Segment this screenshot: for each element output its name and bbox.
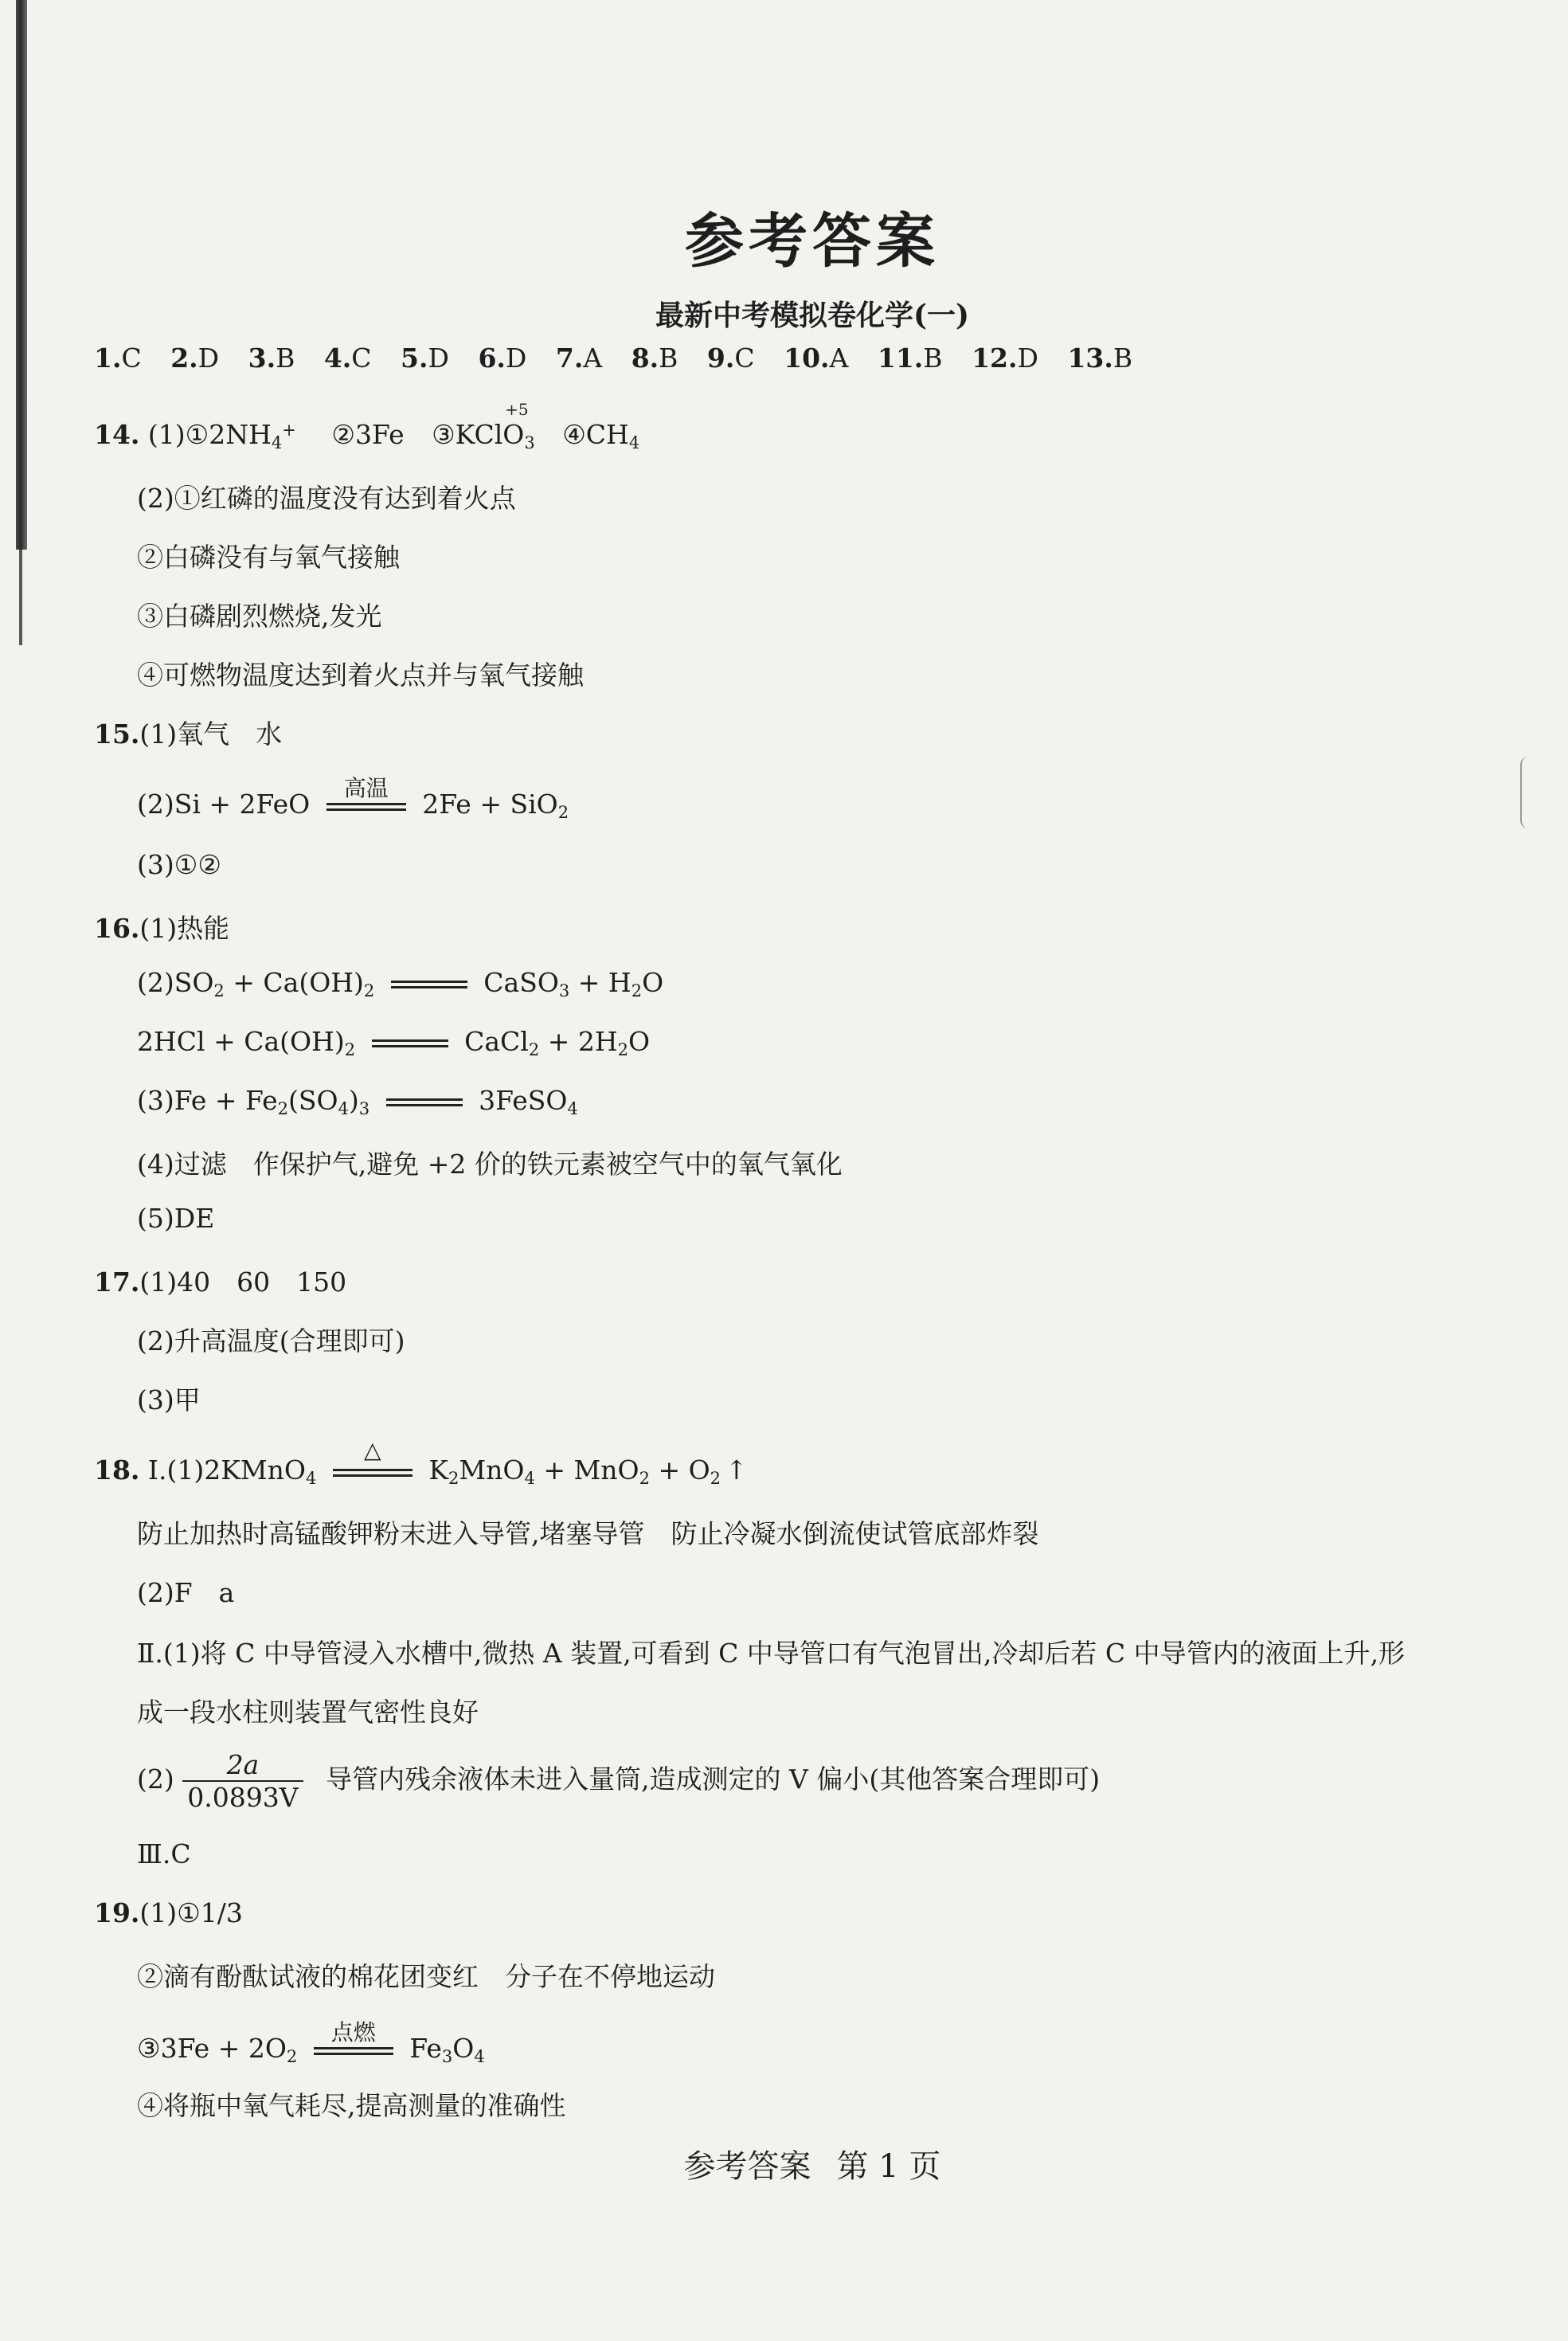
q15-line-3: (3)①② [137, 849, 221, 880]
mc-number: 2. [170, 343, 198, 374]
fraction-numerator: 2a [226, 1749, 260, 1780]
formula-text: + Ca(OH) [224, 967, 364, 998]
mc-answer: B [923, 343, 943, 374]
q19-part-1: (1)①1/3 [139, 1897, 243, 1928]
mc-number: 4. [323, 343, 352, 374]
fraction-denominator: 0.0893V [182, 1780, 303, 1813]
q19-equation: ③3Fe + $2O_2$ 点燃 $Fe_3O_4$ [137, 2033, 485, 2066]
subscript: 4 [628, 433, 640, 452]
gas-arrow: ↑ [725, 1454, 748, 1486]
q16-line-1 [94, 908, 229, 945]
q18-line-3: (2)F a [137, 1577, 235, 1608]
mc-number: 7. [555, 343, 584, 374]
mc-item [707, 343, 755, 374]
formula-text: (3)Fe + Fe [137, 1085, 278, 1116]
mc-item [1067, 343, 1132, 374]
superscript: + [282, 421, 296, 440]
q17-line-3: (3)甲 [137, 1384, 201, 1415]
q14-line-3: ②白磷没有与氧气接触 [137, 542, 400, 573]
q17-line-2: (2)升高温度(合理即可) [137, 1325, 405, 1356]
formula-text: ③3Fe + 2O [137, 2033, 287, 2064]
mc-number: 9. [706, 343, 735, 374]
q18-line-6 [137, 1749, 1100, 1813]
q14-line-1 [94, 400, 640, 452]
formula-text: (SO [288, 1085, 338, 1116]
q19-line-1 [94, 1897, 243, 1928]
reaction-condition [333, 1437, 413, 1475]
q18-line-7: Ⅲ.C [137, 1838, 191, 1869]
exam-subtitle: 最新中考模拟卷化学(一) [655, 299, 970, 332]
formula-text: + MnO [534, 1454, 639, 1486]
equals-sign [327, 803, 406, 811]
mc-item [401, 343, 449, 374]
equals-sign [314, 2047, 393, 2055]
mc-number: 12. [972, 343, 1018, 374]
mc-number: 6. [478, 343, 506, 374]
q15-equation [137, 775, 569, 822]
question-number: 15. [94, 718, 140, 750]
mc-item [324, 343, 372, 374]
mc-number: 3. [248, 343, 276, 374]
oxidation-state-annotation: +5 [505, 400, 529, 419]
subscript: 3 [524, 433, 535, 452]
mc-item [972, 343, 1038, 374]
fraction [182, 1749, 303, 1813]
q14-iron: ②3Fe [331, 419, 405, 450]
multiple-choice-answers [94, 343, 1153, 374]
formula-text: O [642, 967, 664, 998]
equation-reactants: (2)Si + 2FeO [137, 789, 311, 820]
mc-answer: B [276, 343, 295, 374]
mc-number: 10. [784, 343, 830, 374]
q16-part-1: (1)热能 [139, 913, 230, 944]
q16-line-5: (4)过滤 作保护气,避免 +2 价的铁元素被空气中的氧气氧化 [137, 1149, 843, 1180]
mc-number: 1. [94, 343, 122, 374]
q17-line-1 [94, 1262, 346, 1299]
formula-text: MnO [459, 1454, 525, 1486]
q18-line-2: 防止加热时高锰酸钾粉末进入导管,堵塞导管 防止冷凝水倒流使试管底部炸裂 [137, 1518, 1039, 1549]
mc-item [632, 343, 678, 374]
question-number: 17. [94, 1266, 140, 1298]
question-number: 19. [94, 1897, 140, 1928]
mc-answer: A [583, 343, 603, 374]
reaction-condition [327, 775, 406, 809]
q18-part-2-text: 导管内残余液体未进入量筒,造成测定的 V 偏小(其他答案合理即可) [326, 1764, 1101, 1795]
book-spine-shadow-lower [19, 550, 22, 645]
q14-kclo3 [432, 400, 535, 452]
formula-text: Ⅰ.(1)2KMnO [147, 1454, 306, 1486]
formula-text: O [452, 2033, 475, 2064]
formula-text: 3FeSO [479, 1085, 568, 1116]
q15-part-1: (1)氧气 水 [139, 718, 283, 750]
equals-sign [391, 981, 467, 988]
formula-text: + H [569, 967, 632, 998]
mc-answer: A [829, 343, 849, 374]
page-footer [0, 2141, 1568, 2186]
subscript: 4 [271, 433, 283, 452]
mc-item [248, 343, 295, 374]
mc-item [170, 343, 219, 374]
mc-answer: D [1017, 343, 1038, 374]
question-number: 14. [94, 419, 140, 450]
q19-line-4: ④将瓶中氧气耗尽,提高测量的准确性 [137, 2090, 566, 2121]
reaction-condition [314, 2019, 393, 2053]
q14-line-2: (2)①红磷的温度没有达到着火点 [137, 483, 516, 514]
mc-answer: C [121, 343, 142, 374]
mc-number: 8. [631, 343, 659, 374]
page-title: 参考答案 [685, 207, 940, 276]
q16-equation-3: $(3)Fe + Fe_2(SO_4)_3$ 3FeSO$_4$ [137, 1085, 578, 1118]
formula-text: + 2H [539, 1026, 618, 1057]
mc-item [478, 343, 526, 374]
formula-text: ③KClO [432, 419, 525, 450]
mc-answer: B [659, 343, 678, 374]
equation-products: 2Fe + SiO [422, 789, 558, 820]
q16-line-6: (5)DE [137, 1203, 215, 1234]
formula-text: K [428, 1454, 448, 1486]
q18-equation: 18. Ⅰ.(1)2KMnO$_4$ △ $K_2MnO_4 + MnO_2 + O_2$ ↑ [94, 1437, 748, 1488]
equals-sign [372, 1039, 448, 1047]
mc-number: 11. [877, 343, 924, 374]
mc-number: 5. [401, 343, 428, 374]
formula-text: O [628, 1026, 651, 1057]
mc-answer: C [351, 343, 372, 374]
mc-item [784, 343, 848, 374]
mc-answer: D [428, 343, 449, 374]
q14-ammonium: (1)①2NH [147, 419, 272, 450]
formula-text: ) [348, 1085, 359, 1116]
page-edge-mark [1520, 757, 1544, 828]
formula-text: Fe [409, 2033, 442, 2064]
page-number: 第 1 页 [836, 2148, 941, 2185]
condition-label: 高温 [343, 775, 389, 801]
mc-answer: C [734, 343, 755, 374]
equals-sign [386, 1098, 463, 1106]
mc-answer: D [197, 343, 220, 374]
condition-label: 点燃 [330, 2019, 376, 2045]
mc-answer: B [1112, 343, 1133, 374]
q14-line-5: ④可燃物温度达到着火点并与氧气接触 [137, 660, 584, 691]
q14-line-4: ③白磷剧烈燃烧,发光 [137, 601, 382, 632]
subscript: 2 [557, 803, 569, 822]
mc-item [94, 343, 142, 374]
equals-sign [333, 1469, 413, 1477]
q16-equation-2: $2HCl + Ca(OH)_2$ CaCl$_2$ + $2H_2O$ [137, 1026, 651, 1059]
mc-answer: D [505, 343, 527, 374]
question-number: 18. [94, 1454, 140, 1486]
q16-equation-1: $(2)SO_2 + Ca(OH)_2$ CaSO$_3$ + $H_2O$ [137, 967, 664, 1000]
q18-line-5: 成一段水柱则装置气密性良好 [137, 1697, 479, 1728]
part-label: (2) [137, 1764, 174, 1795]
question-number: 16. [94, 913, 140, 944]
mc-item [878, 343, 943, 374]
q18-line-4: Ⅱ.(1)将 C 中导管浸入水槽中,微热 A 装置,可看到 C 中导管口有气泡冒出,冷却后若 C 中导管内的液面上升,形 [137, 1638, 1406, 1669]
mc-item [556, 343, 602, 374]
q14-methane: ④CH [562, 419, 629, 450]
formula-text: 2HCl + Ca(OH) [137, 1026, 345, 1057]
formula-text: CaSO [483, 967, 559, 998]
q15-line-1 [94, 714, 282, 751]
formula-text: CaCl [464, 1026, 529, 1057]
q19-line-2: ②滴有酚酞试液的棉花团变红 分子在不停地运动 [137, 1961, 715, 1992]
footer-label: 参考答案 [683, 2148, 811, 2185]
heat-condition-label: △ [364, 1437, 381, 1463]
formula-text: + O [649, 1454, 710, 1486]
mc-number: 13. [1067, 343, 1113, 374]
q17-part-1: (1)40 60 150 [139, 1266, 347, 1298]
formula-text: (2)SO [137, 967, 214, 998]
